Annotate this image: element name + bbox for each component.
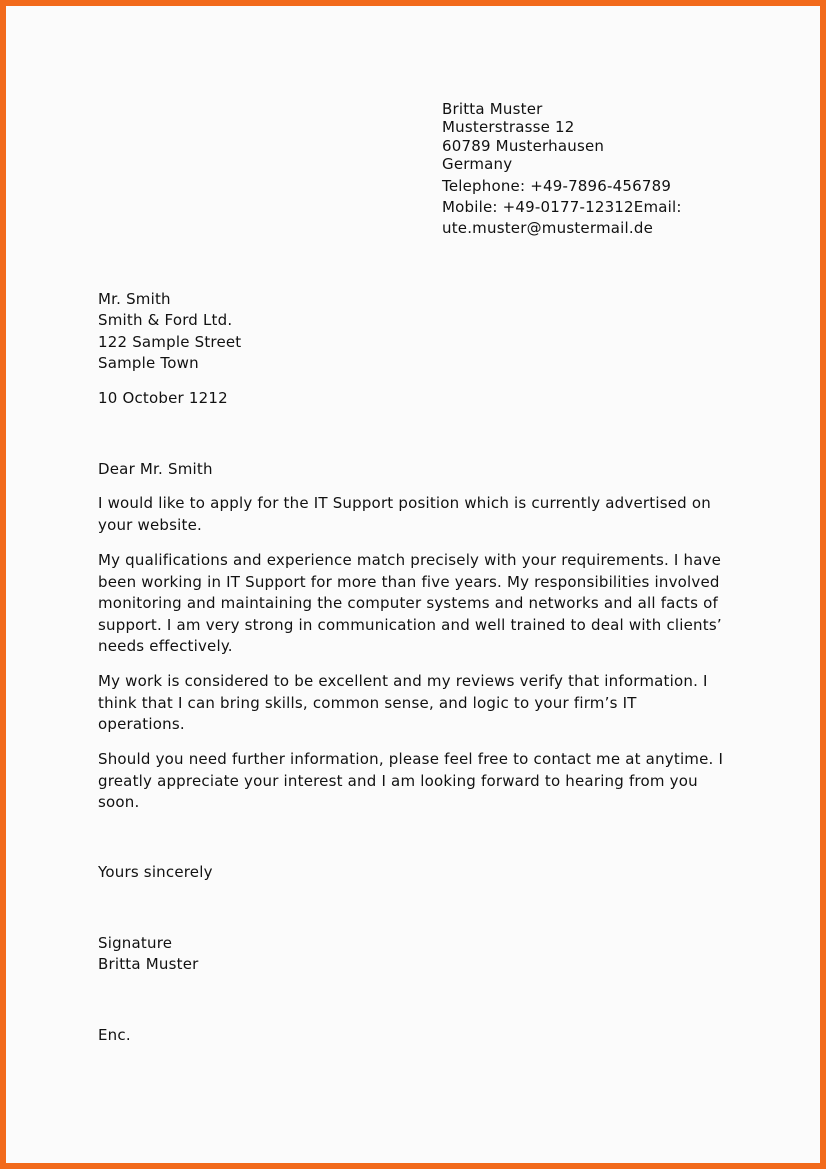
paragraph-line: think that I can bring skills, common sense, and logic to your firm’s IT [98, 693, 637, 712]
signature-name: Britta Muster [98, 955, 199, 973]
enclosure: Enc. [98, 1026, 131, 1044]
body-paragraph-2 [98, 550, 738, 658]
letter-date: 10 October 1212 [98, 389, 228, 407]
paragraph-line: My work is considered to be excellent and my reviews verify that information. I [98, 672, 708, 690]
sender-country: Germany [442, 155, 513, 173]
sender-email: ute.muster@mustermail.de [442, 219, 653, 237]
paragraph-line: support. I am very strong in communication and well trained to deal with clients’ [98, 615, 722, 634]
paragraph-line: I would like to apply for the IT Support position which is currently advertised on [98, 494, 711, 512]
body-paragraph-1 [98, 493, 738, 536]
paragraph-line: been working in IT Support for more than five years. My responsibilities involved [98, 572, 720, 591]
paragraph-line: Should you need further information, please feel free to contact me at anytime. I [98, 750, 724, 768]
sender-name: Britta Muster [442, 100, 543, 118]
body-paragraph-4 [98, 749, 738, 814]
sender-street: Musterstrasse 12 [442, 118, 575, 136]
sender-city: 60789 Musterhausen [442, 137, 605, 155]
paragraph-line: soon. [98, 793, 140, 811]
sender-mobile: Mobile: +49-0177-12312Email: [442, 198, 682, 216]
closing: Yours sincerely [98, 863, 213, 881]
paragraph-line: operations. [98, 715, 185, 733]
paragraph-line: needs effectively. [98, 637, 233, 655]
recipient-town: Sample Town [98, 354, 199, 372]
recipient-company: Smith & Ford Ltd. [98, 311, 233, 329]
paragraph-line: monitoring and maintaining the computer systems and networks and all facts of [98, 594, 718, 612]
signature-label: Signature [98, 934, 173, 952]
recipient-name: Mr. Smith [98, 290, 171, 308]
paragraph-line: your website. [98, 515, 202, 534]
body-paragraph-3 [98, 671, 738, 736]
sender-telephone: Telephone: +49-7896-456789 [442, 177, 672, 195]
salutation: Dear Mr. Smith [98, 460, 213, 478]
paragraph-line: My qualifications and experience match precisely with your requirements. I have [98, 551, 722, 569]
recipient-street: 122 Sample Street [98, 333, 242, 351]
letter-page [6, 6, 820, 1163]
paragraph-line: greatly appreciate your interest and I am looking forward to hearing from you [98, 771, 698, 790]
